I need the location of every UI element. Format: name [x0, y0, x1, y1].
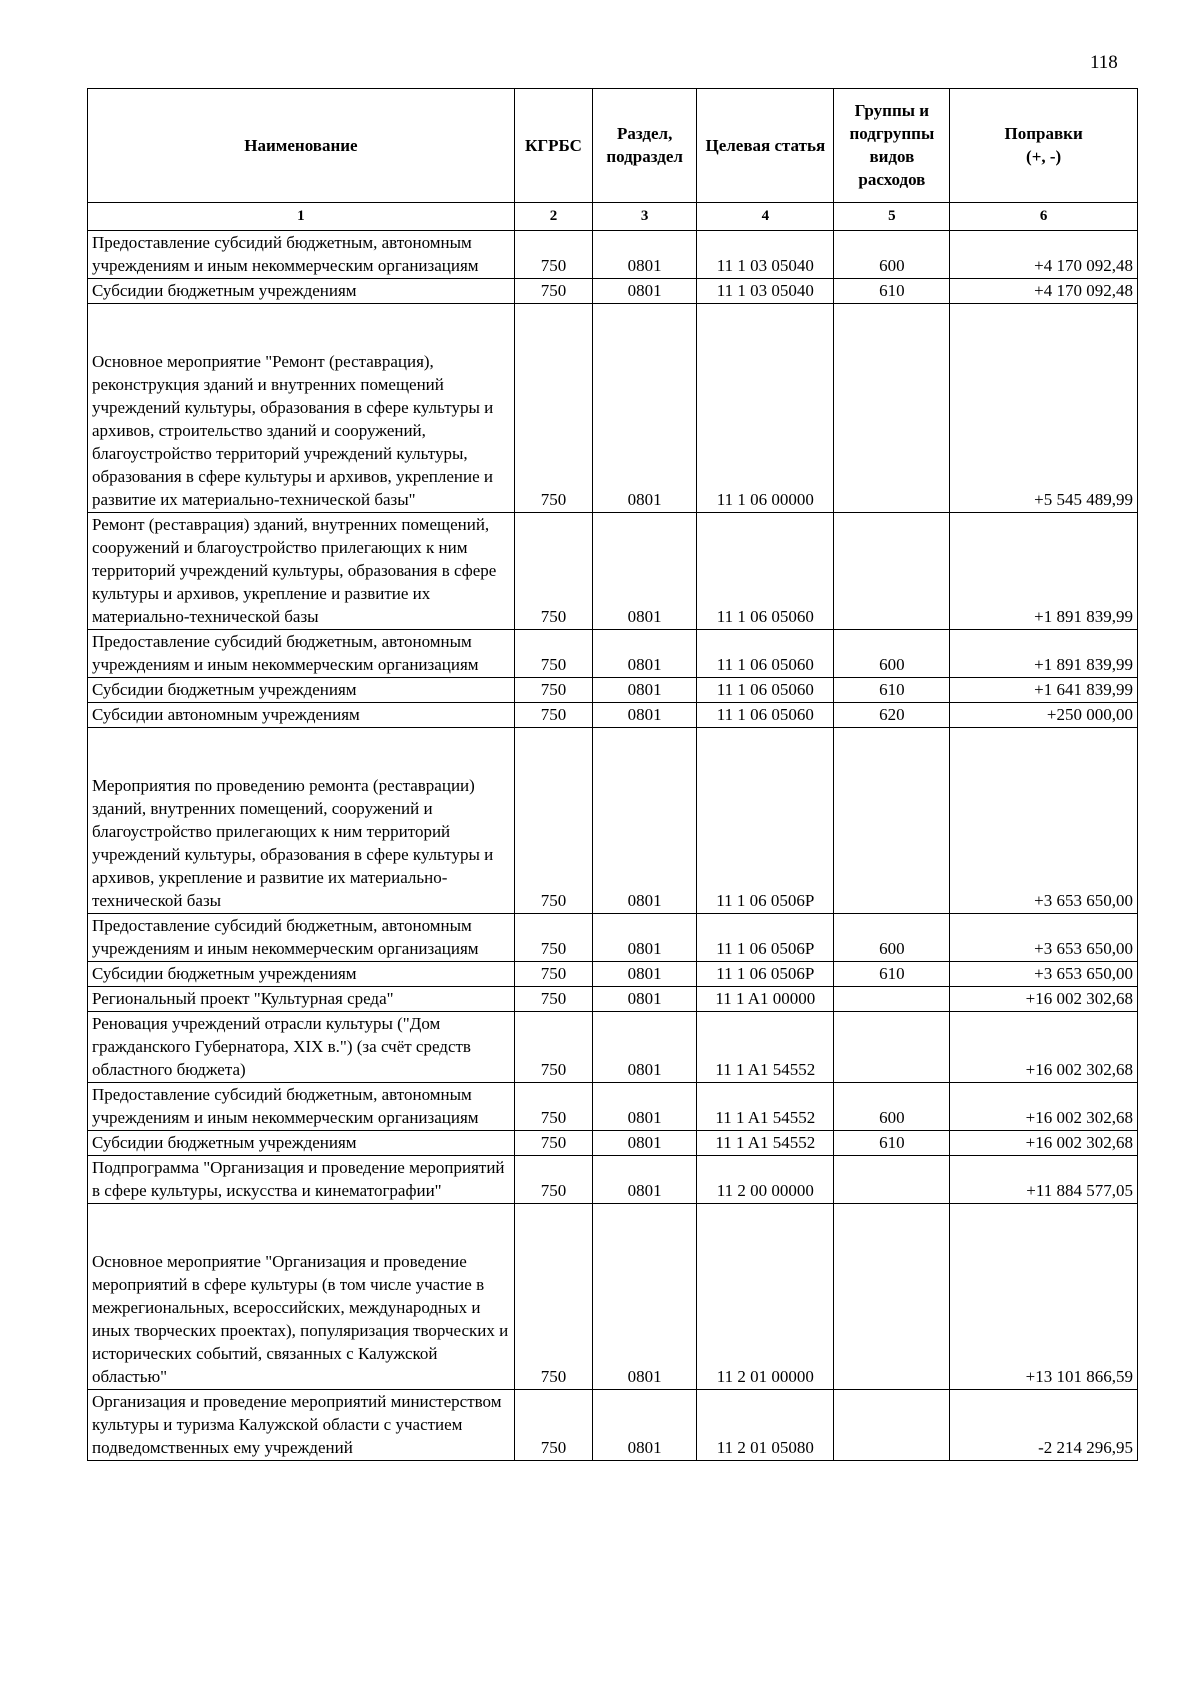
row-amendment-amount: +3 653 650,00 — [950, 914, 1138, 962]
row-target-article: 11 1 06 0506Р — [697, 914, 834, 962]
row-section: 0801 — [593, 962, 697, 987]
table-row — [88, 304, 1138, 513]
row-section: 0801 — [593, 703, 697, 728]
column-number: 5 — [834, 203, 950, 231]
row-name: Ремонт (реставрация) зданий, внутренних помещений, сооружений и благоустройство прилегающих к ним территорий учреждений культуры, образования в сфере культуры и архивов, укрепление и развитие их материально-технической базы — [88, 513, 515, 630]
table-row — [88, 231, 1138, 279]
row-expense-group — [834, 513, 950, 630]
column-number: 4 — [697, 203, 834, 231]
table-row — [88, 1156, 1138, 1204]
row-target-article: 11 1 06 05060 — [697, 630, 834, 678]
row-section: 0801 — [593, 678, 697, 703]
table-row — [88, 987, 1138, 1012]
row-kgrbs: 750 — [514, 987, 592, 1012]
row-name: Субсидии бюджетным учреждениям — [88, 1131, 515, 1156]
row-amendment-amount: +4 170 092,48 — [950, 231, 1138, 279]
row-section: 0801 — [593, 1012, 697, 1083]
row-name: Предоставление субсидий бюджетным, автономным учреждениям и иным некоммерческим организациям — [88, 914, 515, 962]
row-expense-group: 620 — [834, 703, 950, 728]
table-row — [88, 630, 1138, 678]
column-number-row — [88, 203, 1138, 231]
row-amendment-amount: +250 000,00 — [950, 703, 1138, 728]
row-amendment-amount: +16 002 302,68 — [950, 987, 1138, 1012]
header-amendments-title: Поправки — [1004, 124, 1083, 143]
row-kgrbs: 750 — [514, 630, 592, 678]
header-name: Наименование — [88, 89, 515, 203]
row-amendment-amount: +11 884 577,05 — [950, 1156, 1138, 1204]
row-target-article: 11 1 06 05060 — [697, 678, 834, 703]
row-expense-group: 610 — [834, 1131, 950, 1156]
row-target-article: 11 1 06 00000 — [697, 304, 834, 513]
table-row — [88, 1204, 1138, 1390]
row-section: 0801 — [593, 1131, 697, 1156]
column-number: 3 — [593, 203, 697, 231]
row-amendment-amount: +3 653 650,00 — [950, 962, 1138, 987]
row-section: 0801 — [593, 1390, 697, 1461]
row-target-article: 11 1 A1 00000 — [697, 987, 834, 1012]
row-kgrbs: 750 — [514, 962, 592, 987]
row-amendment-amount: +4 170 092,48 — [950, 279, 1138, 304]
header-amendments-sign: (+, -) — [1026, 147, 1062, 166]
row-target-article: 11 1 06 05060 — [697, 703, 834, 728]
row-kgrbs: 750 — [514, 513, 592, 630]
table-row — [88, 703, 1138, 728]
row-amendment-amount: +1 891 839,99 — [950, 513, 1138, 630]
row-amendment-amount: +3 653 650,00 — [950, 728, 1138, 914]
row-amendment-amount: +1 641 839,99 — [950, 678, 1138, 703]
row-amendment-amount: +16 002 302,68 — [950, 1131, 1138, 1156]
budget-amendments-table — [87, 88, 1138, 1461]
table-row — [88, 678, 1138, 703]
row-amendment-amount: +16 002 302,68 — [950, 1012, 1138, 1083]
row-section: 0801 — [593, 728, 697, 914]
row-target-article: 11 2 01 00000 — [697, 1204, 834, 1390]
row-kgrbs: 750 — [514, 304, 592, 513]
row-expense-group — [834, 987, 950, 1012]
header-kgrbs: КГРБС — [514, 89, 592, 203]
row-kgrbs: 750 — [514, 1204, 592, 1390]
row-kgrbs: 750 — [514, 1012, 592, 1083]
row-section: 0801 — [593, 630, 697, 678]
row-name: Подпрограмма "Организация и проведение мероприятий в сфере культуры, искусства и кинематографии" — [88, 1156, 515, 1204]
row-expense-group — [834, 728, 950, 914]
row-kgrbs: 750 — [514, 678, 592, 703]
row-target-article: 11 1 A1 54552 — [697, 1083, 834, 1131]
table-body — [88, 231, 1138, 1461]
row-kgrbs: 750 — [514, 279, 592, 304]
row-section: 0801 — [593, 279, 697, 304]
row-target-article: 11 1 06 05060 — [697, 513, 834, 630]
row-name: Предоставление субсидий бюджетным, автономным учреждениям и иным некоммерческим организациям — [88, 231, 515, 279]
header-row — [88, 89, 1138, 203]
row-section: 0801 — [593, 914, 697, 962]
table-row — [88, 513, 1138, 630]
row-amendment-amount: +5 545 489,99 — [950, 304, 1138, 513]
row-amendment-amount: -2 214 296,95 — [950, 1390, 1138, 1461]
row-kgrbs: 750 — [514, 1083, 592, 1131]
row-kgrbs: 750 — [514, 1390, 592, 1461]
row-kgrbs: 750 — [514, 1131, 592, 1156]
row-kgrbs: 750 — [514, 1156, 592, 1204]
row-name: Субсидии бюджетным учреждениям — [88, 678, 515, 703]
row-name: Региональный проект "Культурная среда" — [88, 987, 515, 1012]
row-target-article: 11 2 00 00000 — [697, 1156, 834, 1204]
row-kgrbs: 750 — [514, 703, 592, 728]
row-expense-group: 610 — [834, 279, 950, 304]
column-number: 6 — [950, 203, 1138, 231]
header-amendments — [950, 89, 1138, 203]
row-expense-group: 600 — [834, 630, 950, 678]
row-section: 0801 — [593, 513, 697, 630]
header-target: Целевая статья — [697, 89, 834, 203]
row-section: 0801 — [593, 1083, 697, 1131]
row-target-article: 11 1 06 0506Р — [697, 962, 834, 987]
row-kgrbs: 750 — [514, 914, 592, 962]
table-row — [88, 1083, 1138, 1131]
table-row — [88, 728, 1138, 914]
row-expense-group: 600 — [834, 231, 950, 279]
row-name: Основное мероприятие "Ремонт (реставрация), реконструкция зданий и внутренних помещений учреждений культуры, образования в сфере культуры и архивов, строительство зданий и сооружений, благоустройство территорий учреждений культуры, образования в сфере культуры и архивов, укрепление и развитие их материально-технической базы" — [88, 304, 515, 513]
row-amendment-amount: +16 002 302,68 — [950, 1083, 1138, 1131]
row-amendment-amount: +1 891 839,99 — [950, 630, 1138, 678]
row-kgrbs: 750 — [514, 728, 592, 914]
row-expense-group — [834, 1204, 950, 1390]
row-amendment-amount: +13 101 866,59 — [950, 1204, 1138, 1390]
table-row — [88, 1012, 1138, 1083]
row-target-article: 11 1 06 0506Р — [697, 728, 834, 914]
row-expense-group: 600 — [834, 914, 950, 962]
row-name: Субсидии бюджетным учреждениям — [88, 962, 515, 987]
row-target-article: 11 1 03 05040 — [697, 279, 834, 304]
row-name: Реновация учреждений отрасли культуры ("Дом гражданского Губернатора, XIX в.") (за счёт средств областного бюджета) — [88, 1012, 515, 1083]
row-expense-group — [834, 1390, 950, 1461]
row-name: Основное мероприятие "Организация и проведение мероприятий в сфере культуры (в том числе участие в межрегиональных, всероссийских, международных и иных творческих проектах), популяризация творческих и исторических событий, связанных с Калужской областью" — [88, 1204, 515, 1390]
row-expense-group: 610 — [834, 962, 950, 987]
table-row — [88, 1390, 1138, 1461]
row-expense-group: 600 — [834, 1083, 950, 1131]
column-number: 1 — [88, 203, 515, 231]
row-section: 0801 — [593, 231, 697, 279]
row-name: Организация и проведение мероприятий министерством культуры и туризма Калужской области с участием подведомственных ему учреждений — [88, 1390, 515, 1461]
row-name: Мероприятия по проведению ремонта (реставрации) зданий, внутренних помещений, сооружений и благоустройство прилегающих к ним территорий учреждений культуры, образования в сфере культуры и архивов, укрепление и развитие их материально-технической базы — [88, 728, 515, 914]
header-section: Раздел, подраздел — [593, 89, 697, 203]
page-number: 118 — [1090, 52, 1118, 73]
table-row — [88, 279, 1138, 304]
row-target-article: 11 1 03 05040 — [697, 231, 834, 279]
row-expense-group: 610 — [834, 678, 950, 703]
table-row — [88, 962, 1138, 987]
row-section: 0801 — [593, 1204, 697, 1390]
row-target-article: 11 2 01 05080 — [697, 1390, 834, 1461]
column-number: 2 — [514, 203, 592, 231]
table-row — [88, 914, 1138, 962]
table-row — [88, 1131, 1138, 1156]
row-target-article: 11 1 A1 54552 — [697, 1012, 834, 1083]
row-kgrbs: 750 — [514, 231, 592, 279]
row-name: Предоставление субсидий бюджетным, автономным учреждениям и иным некоммерческим организациям — [88, 630, 515, 678]
row-section: 0801 — [593, 1156, 697, 1204]
row-target-article: 11 1 A1 54552 — [697, 1131, 834, 1156]
row-section: 0801 — [593, 987, 697, 1012]
row-name: Предоставление субсидий бюджетным, автономным учреждениям и иным некоммерческим организациям — [88, 1083, 515, 1131]
row-expense-group — [834, 304, 950, 513]
row-expense-group — [834, 1012, 950, 1083]
row-name: Субсидии автономным учреждениям — [88, 703, 515, 728]
row-expense-group — [834, 1156, 950, 1204]
row-section: 0801 — [593, 304, 697, 513]
header-groups: Группы и подгруппы видов расходов — [834, 89, 950, 203]
row-name: Субсидии бюджетным учреждениям — [88, 279, 515, 304]
